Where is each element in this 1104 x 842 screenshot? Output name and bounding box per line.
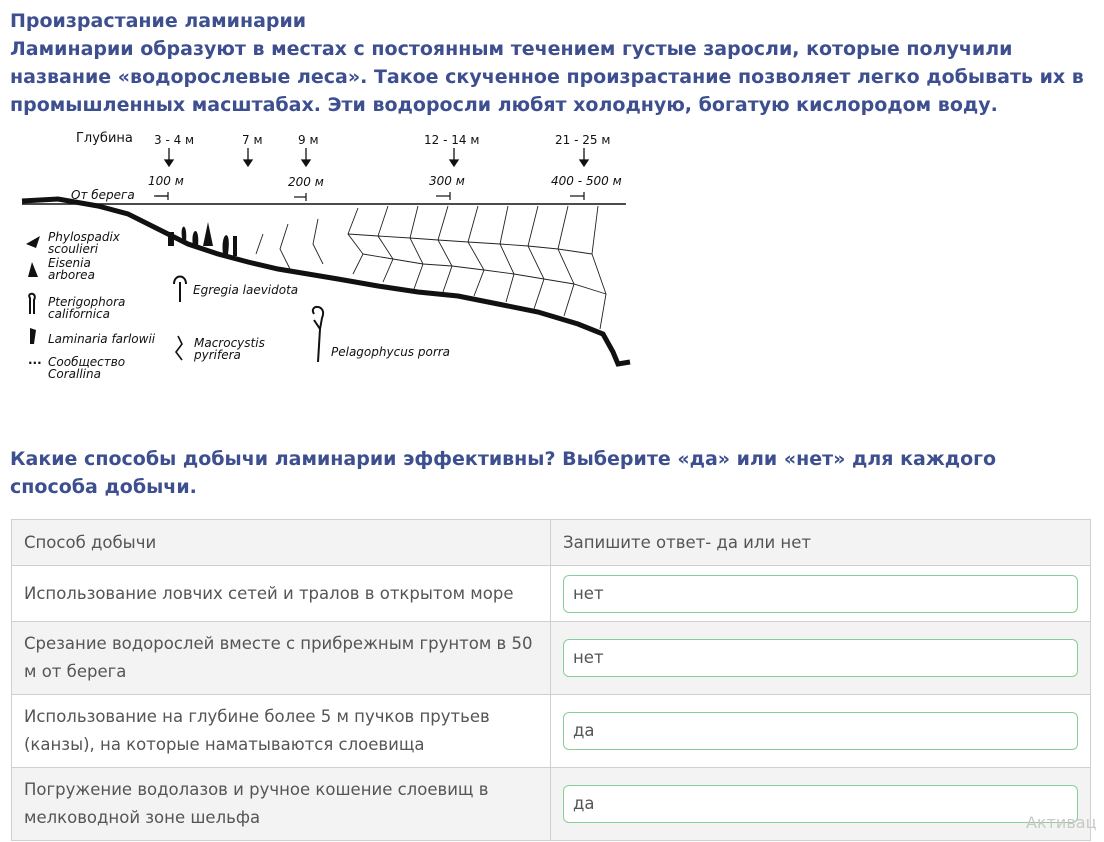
header-answer: Запишите ответ- да или нет <box>551 520 1091 566</box>
legend-label: Laminaria farlowii <box>48 332 156 346</box>
table-row <box>12 566 1091 622</box>
activation-watermark: Активац <box>1026 813 1097 832</box>
legend-label: Macrocystis <box>194 336 265 350</box>
pelagophycus-icon <box>313 307 323 362</box>
answer-input[interactable]: да <box>563 712 1078 750</box>
diagram-svg <box>18 124 634 386</box>
question-text: Какие способы добычи ламинарии эффективны? Выберите «да» или «нет» для каждого способа добычи. <box>10 448 997 498</box>
method-cell: Погружение водолазов и ручное кошение слоевищ в мелководной зоне шельфа <box>12 768 551 841</box>
shore-label: От берега <box>71 188 135 202</box>
answer-input[interactable]: нет <box>563 575 1078 613</box>
answer-input[interactable]: да <box>563 785 1078 823</box>
legend-label: Сообщество <box>48 355 126 369</box>
legend-label: Phylospadix <box>48 230 120 244</box>
macrocystis-icon <box>176 336 182 360</box>
legend-label: pyrifera <box>194 348 241 362</box>
legend-label: Corallina <box>48 367 101 381</box>
answer-cell <box>551 768 1091 841</box>
answers-table <box>11 519 1091 841</box>
table-row <box>12 695 1091 768</box>
kelp-zonation-diagram <box>18 124 634 386</box>
intro-text <box>10 7 1098 119</box>
answer-cell <box>551 566 1091 622</box>
laminaria-icon <box>30 328 36 344</box>
legend-label: arborea <box>48 268 95 282</box>
legend-label: Egregia laevidota <box>193 283 299 297</box>
distance-ticks <box>154 192 584 201</box>
method-cell: Использование ловчих сетей и тралов в открытом море <box>12 566 551 622</box>
corallina-icon: ... <box>28 353 42 367</box>
legend-label: californica <box>48 307 111 321</box>
depth-mark: 21 - 25 м <box>555 133 611 147</box>
table-header-row <box>12 520 1091 566</box>
header-method: Способ добычи <box>12 520 551 566</box>
table-row <box>12 622 1091 695</box>
depth-label: Глубина <box>76 131 133 146</box>
distance-mark: 300 м <box>429 174 465 188</box>
legend-label: Eisenia <box>48 256 91 270</box>
legend-label: scoulieri <box>48 242 99 256</box>
distance-mark: 200 м <box>288 175 324 189</box>
depth-mark: 3 - 4 м <box>154 133 195 147</box>
method-cell: Использование на глубине более 5 м пучков прутьев (канзы), на которые наматываются слоевища <box>12 695 551 768</box>
distance-mark: 400 - 500 м <box>551 174 622 188</box>
answer-cell <box>551 622 1091 695</box>
depth-mark: 9 м <box>298 133 319 147</box>
phylospadix-icon <box>26 236 40 248</box>
distance-mark: 100 м <box>148 174 184 188</box>
depth-mark: 7 м <box>242 133 263 147</box>
egregia-icon <box>174 277 186 303</box>
table-row <box>12 768 1091 841</box>
kelp-forest <box>256 206 606 329</box>
answer-cell <box>551 695 1091 768</box>
answer-input[interactable]: нет <box>563 639 1078 677</box>
depth-arrows <box>165 148 588 166</box>
legend-label: Pterigophora <box>48 295 126 309</box>
intro-heading: Произрастание ламинарии <box>10 10 307 32</box>
species-legend <box>26 230 450 381</box>
depth-mark: 12 - 14 м <box>424 133 480 147</box>
method-cell: Срезание водорослей вместе с прибрежным грунтом в 50 м от берега <box>12 622 551 695</box>
eisenia-icon <box>28 262 38 277</box>
intro-paragraph: Ламинарии образуют в местах с постоянным течением густые заросли, которые получили название «водорослевые леса». Такое скученное произрастание позволяет легко добывать их в промышленных масштабах. Эти водоросли любят холодную, богатую кислородом воду. <box>10 38 1084 116</box>
pterigophora-icon <box>29 294 35 314</box>
legend-label: Pelagophycus porra <box>331 345 451 359</box>
